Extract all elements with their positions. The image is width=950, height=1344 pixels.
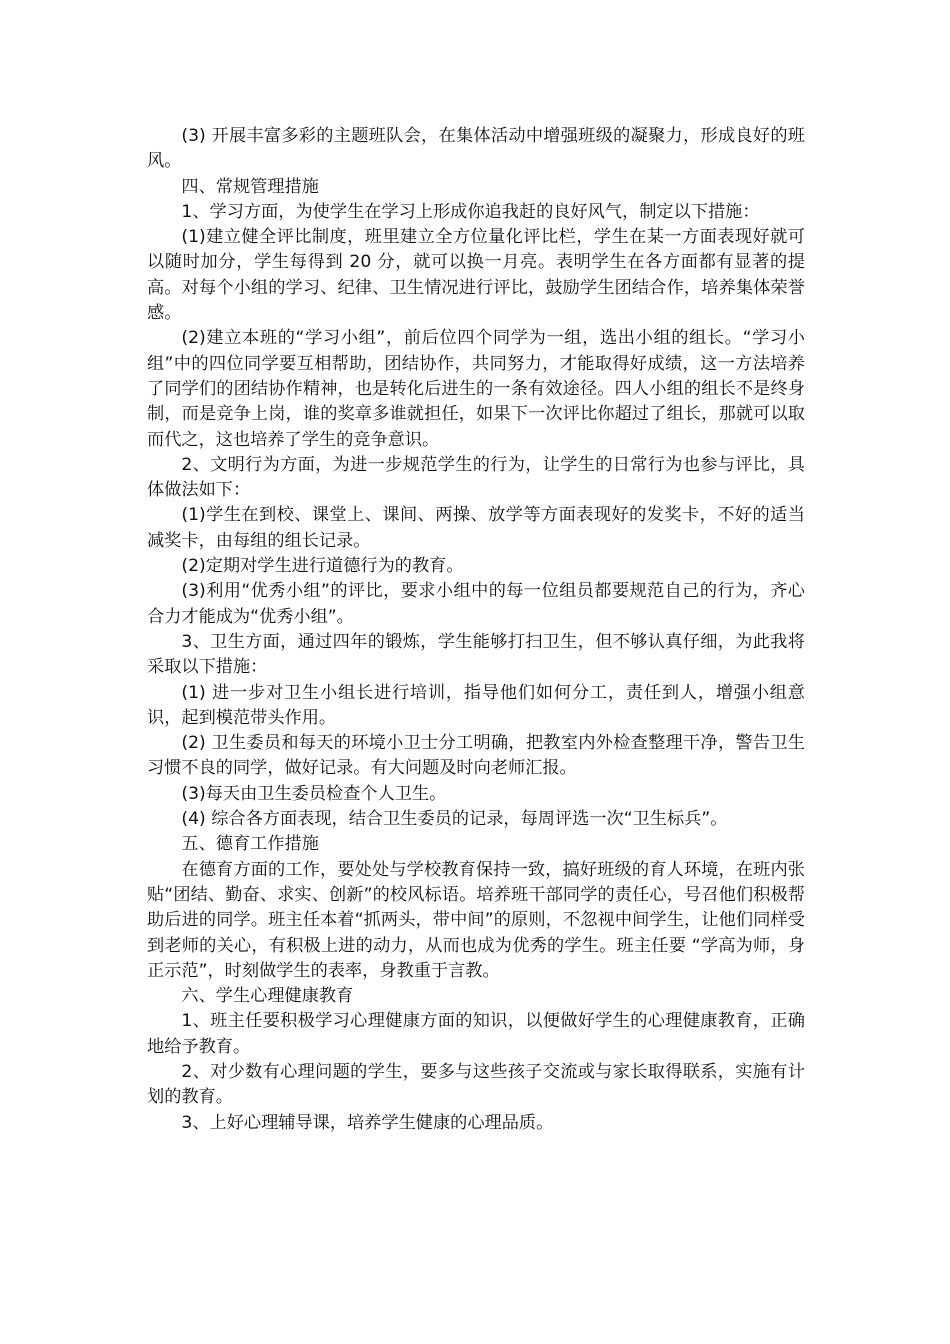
paragraph-theme-meetings: (3) 开展丰富多彩的主题班队会，在集体活动中增强班级的凝聚力，形成良好的班风。	[147, 126, 805, 172]
paragraph-excellent-group: (3)利用“优秀小组”的评比，要求小组中的每一位组员都要规范自己的行为，齐心合力才能成为“优秀小组”。	[147, 581, 805, 627]
paragraph-mental-health-class: 3、上好心理辅导课，培养学生健康的心理品质。	[181, 1112, 554, 1133]
paragraph-hygiene-model: (4) 综合各方面表现，结合卫生委员的记录，每周评选一次“卫生标兵”。	[181, 809, 728, 830]
paragraph-study-groups: (2)建立本班的“学习小组”，前后位四个同学为一组，选出小组的组长。“学习小组”中的四位同学要互相帮助，团结协作，共同努力，才能取得好成绩，这一方法培养了同学们的团结协作精神，也是转化后进生的一条有效途径。四人小组的组长不是终身制，而是竞争上岗，谁的奖章多谁就担任，如果下一次评比你超过了组长，那就可以取而代之，这也培养了学生的竞争意识。	[147, 328, 805, 450]
paragraph-mental-health-communication: 2、对少数有心理问题的学生，要多与这些孩子交流或与家长取得联系，实施有计划的教育。	[147, 1061, 805, 1108]
section-heading-mental-health: 六、学生心理健康教育	[181, 986, 354, 1007]
section-heading-moral-education: 五、德育工作措施	[181, 834, 319, 855]
paragraph-civilized-behavior: 2、文明行为方面，为进一步规范学生的行为，让学生的日常行为也参与评比，具体做法如下：	[147, 454, 805, 501]
paragraph-moral-education-work: 在德育方面的工作，要处处与学校教育保持一致，搞好班级的育人环境，在班内张贴“团结、勤奋、求实、创新”的校风标语。培养班干部同学的责任心，号召他们积极帮助后进的同学。班主任本着“抓两头，带中间”的原则，不忽视中间学生，让他们同样受到老师的关心，有积极上进的动力，从而也成为优秀的学生。班主任要 “学高为师，身正示范”，时刻做学生的表率，身教重于言教。	[147, 859, 805, 981]
document-body	[147, 124, 805, 1136]
paragraph-mental-health-knowledge: 1、班主任要积极学习心理健康方面的知识，以便做好学生的心理健康教育，正确地给予教育。	[147, 1011, 805, 1057]
paragraph-study-aspect: 1、学习方面，为使学生在学习上形成你追我赶的良好风气，制定以下措施：	[181, 201, 760, 222]
paragraph-hygiene-training: (1) 进一步对卫生小组长进行培训，指导他们如何分工，责任到人，增强小组意识，起到模范带头作用。	[147, 682, 805, 728]
paragraph-hygiene-aspect: 3、卫生方面，通过四年的锻炼，学生能够打扫卫生，但不够认真仔细，为此我将采取以下措施：	[147, 631, 805, 678]
paragraph-hygiene-committee: (2) 卫生委员和每天的环境小卫士分工明确，把教室内外检查整理干净，警告卫生习惯不良的同学，做好记录。有大问题及时向老师汇报。	[147, 733, 805, 779]
paragraph-personal-hygiene: (3)每天由卫生委员检查个人卫生。	[181, 783, 447, 804]
section-heading-routine-management: 四、常规管理措施	[181, 176, 319, 197]
paragraph-evaluation-system: (1)建立健全评比制度，班里建立全方位量化评比栏，学生在某一方面表现好就可以随时加分，学生每得到 20 分，就可以换一月亮。表明学生在各方面都有显著的提高。对每个小组的学习、纪律、卫生情况进行评比，鼓励学生团结合作，培养集体荣誉感。	[147, 227, 805, 324]
paragraph-moral-education: (2)定期对学生进行道德行为的教育。	[181, 556, 464, 577]
paragraph-award-cards: (1)学生在到校、课堂上、课间、两操、放学等方面表现好的发奖卡，不好的适当减奖卡，由每组的组长记录。	[147, 505, 805, 551]
